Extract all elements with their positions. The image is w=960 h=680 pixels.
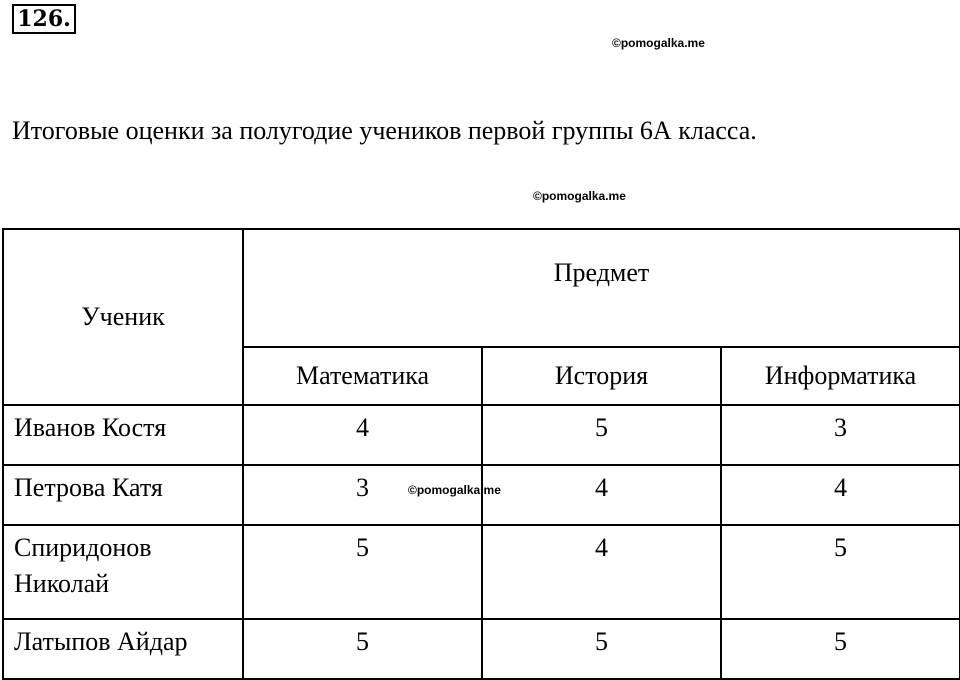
subject-informatics: Информатика	[721, 347, 960, 405]
table-row	[3, 525, 960, 619]
grade-cell: 4	[482, 525, 721, 619]
subject-history: История	[482, 347, 721, 405]
intro-text: Итоговые оценки за полугодие учеников первой группы 6А класса.	[12, 116, 757, 145]
grade-cell: 4	[243, 405, 482, 465]
grade-cell: 3	[721, 405, 960, 465]
grade-cell: 5	[721, 525, 960, 619]
grade-cell: 4	[721, 465, 960, 525]
watermark: ©pomogalka.me	[533, 189, 626, 203]
student-header: Ученик	[3, 229, 243, 405]
subject-math: Математика	[243, 347, 482, 405]
grade-cell: 5	[721, 619, 960, 679]
student-name: Петрова Катя	[3, 465, 243, 525]
watermark: ©pomogalka.me	[612, 36, 705, 50]
grades-table	[2, 228, 960, 680]
grade-cell: 5	[243, 525, 482, 619]
student-name: Иванов Костя	[3, 405, 243, 465]
grade-cell: 3	[243, 465, 482, 525]
grade-cell: 5	[243, 619, 482, 679]
student-name: Латыпов Айдар	[3, 619, 243, 679]
grade-cell: 5	[482, 619, 721, 679]
grade-cell: 4	[482, 465, 721, 525]
watermark: ©pomogalka.me	[408, 483, 501, 497]
problem-number: 126.	[12, 4, 76, 34]
table-row	[3, 405, 960, 465]
student-name: Спиридонов Николай	[3, 525, 243, 619]
table-row	[3, 619, 960, 679]
subject-header: Предмет	[243, 229, 960, 347]
grade-cell: 5	[482, 405, 721, 465]
